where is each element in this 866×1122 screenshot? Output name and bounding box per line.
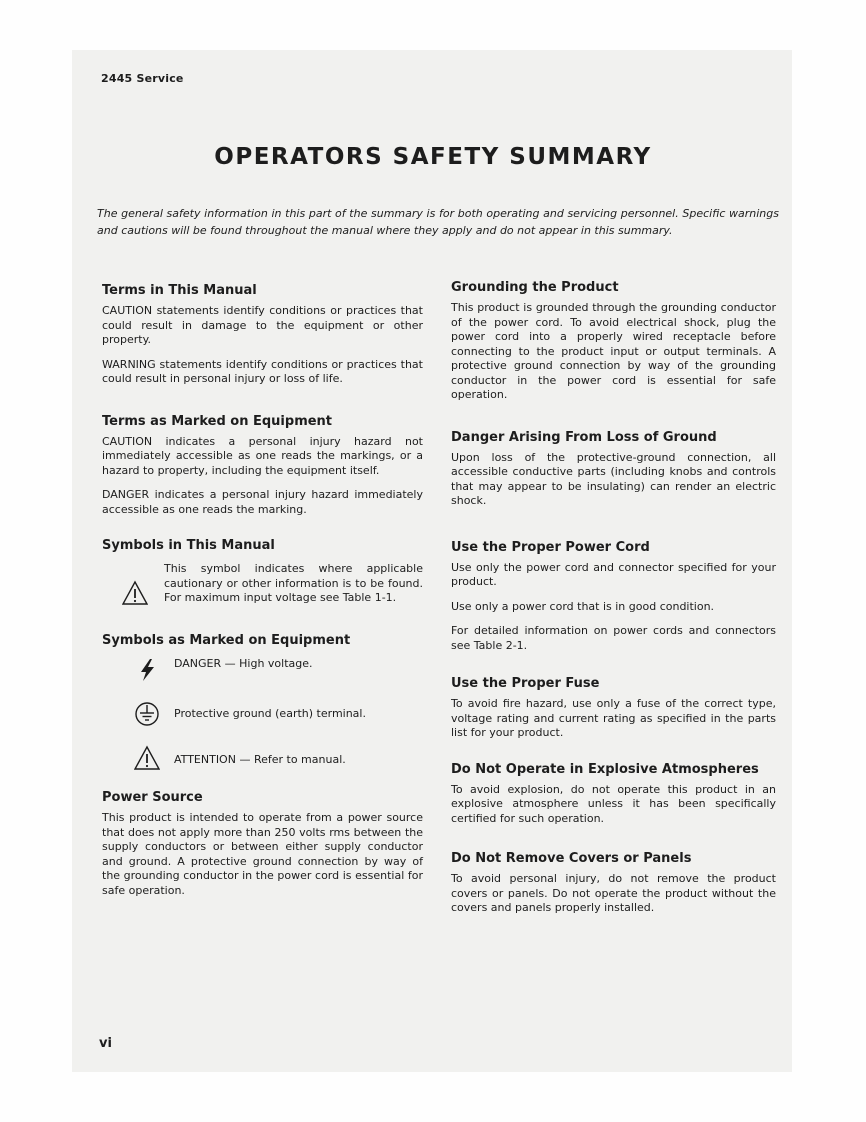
paragraph: To avoid explosion, do not operate this product in an explosive atmosphere unless it has been specifically certified for such operation. bbox=[451, 782, 776, 825]
section-terms-equipment bbox=[102, 413, 423, 518]
symbol-row-ground bbox=[102, 701, 423, 727]
paragraph: Use only a power cord that is in good condition. bbox=[451, 599, 715, 613]
left-column bbox=[102, 282, 423, 916]
paragraph: Upon loss of the protective-ground connection, all accessible conductive parts (including knobs and controls that may appear to be insulating) can render an electric shock. bbox=[451, 450, 776, 507]
paragraph: To avoid personal injury, do not remove the product covers or panels. Do not operate the product without the covers and panels properly installed. bbox=[451, 872, 776, 914]
section-heading: Symbols as Marked on Equipment bbox=[102, 633, 351, 648]
section-power-cord bbox=[451, 539, 776, 654]
paragraph: This product is intended to operate from a power source that does not apply more than 250 volts rms between the supply conductors or between either supply conductor and ground. A protective ground connection by way of the grounding conductor in the power cord is essential for safe operation. bbox=[102, 811, 423, 897]
paragraph: For detailed information on power cords and connectors see Table 2-1. bbox=[451, 624, 776, 652]
paragraph: WARNING statements identify conditions or practices that could result in personal injury or loss of life. bbox=[102, 357, 423, 385]
section-terms-manual bbox=[102, 282, 423, 387]
paragraph: DANGER indicates a personal injury hazard immediately accessible as one reads the marking. bbox=[102, 488, 423, 516]
section-fuse bbox=[451, 675, 776, 741]
protective-ground-icon bbox=[134, 701, 160, 727]
section-symbols-equipment bbox=[102, 632, 423, 771]
section-loss-ground bbox=[451, 429, 776, 509]
section-power-source bbox=[102, 789, 423, 898]
attention-triangle-icon bbox=[134, 745, 160, 771]
intro-paragraph: The general safety information in this part of the summary is for both operating and servicing personnel. Specific warnings and cautions will be found throughout the manual where they apply and do not appear in this summary. bbox=[97, 207, 779, 237]
paragraph: CAUTION indicates a personal injury hazard not immediately accessible as one reads the markings, or a hazard to property, including the equipment itself. bbox=[102, 434, 423, 477]
section-heading: Do Not Operate in Explosive Atmospheres bbox=[451, 761, 759, 777]
section-grounding bbox=[451, 279, 776, 403]
paragraph: This product is grounded through the grounding conductor of the power cord. To avoid electrical shock, plug the power cord into a properly wired receptacle before connecting to the product input or output terminals. A protective ground connection by way of the grounding conductor in the power cord is essential for safe operation. bbox=[451, 301, 776, 401]
section-heading: Terms as Marked on Equipment bbox=[102, 413, 333, 429]
caution-symbol-text: This symbol indicates where applicable cautionary or other information is to be found. For maximum input voltage see Table 1-1. bbox=[164, 562, 423, 604]
paragraph: Use only the power cord and connector specified for your product. bbox=[451, 560, 776, 588]
section-heading: Power Source bbox=[102, 790, 203, 805]
section-heading: Symbols in This Manual bbox=[102, 538, 275, 553]
caution-triangle-icon bbox=[122, 580, 148, 606]
caution-symbol-row bbox=[102, 562, 423, 606]
section-heading: Terms in This Manual bbox=[102, 283, 257, 298]
section-heading: Danger Arising From Loss of Ground bbox=[451, 429, 717, 445]
symbol-text: Protective ground (earth) terminal. bbox=[174, 707, 366, 720]
section-heading: Do Not Remove Covers or Panels bbox=[451, 851, 692, 866]
symbol-text: DANGER — High voltage. bbox=[174, 657, 313, 670]
symbol-text: ATTENTION — Refer to manual. bbox=[174, 753, 346, 766]
section-heading: Grounding the Product bbox=[451, 280, 619, 295]
page-number: vi bbox=[99, 1036, 112, 1051]
paragraph: CAUTION statements identify conditions or practices that could result in damage to the equipment or other property. bbox=[102, 304, 423, 346]
section-symbols-manual bbox=[102, 537, 423, 606]
page-title: OPERATORS SAFETY SUMMARY bbox=[214, 144, 652, 170]
paragraph: To avoid fire hazard, use only a fuse of the correct type, voltage rating and current rating as specified in the parts list for your product. bbox=[451, 697, 776, 739]
section-covers bbox=[451, 850, 776, 916]
section-heading: Use the Proper Power Cord bbox=[451, 539, 650, 555]
symbol-row-danger bbox=[102, 657, 423, 683]
symbol-row-attention bbox=[102, 745, 423, 771]
section-explosive bbox=[451, 761, 776, 827]
right-column bbox=[451, 279, 776, 934]
doc-tag: 2445 Service bbox=[101, 72, 184, 85]
section-heading: Use the Proper Fuse bbox=[451, 676, 600, 691]
high-voltage-icon bbox=[134, 657, 160, 683]
